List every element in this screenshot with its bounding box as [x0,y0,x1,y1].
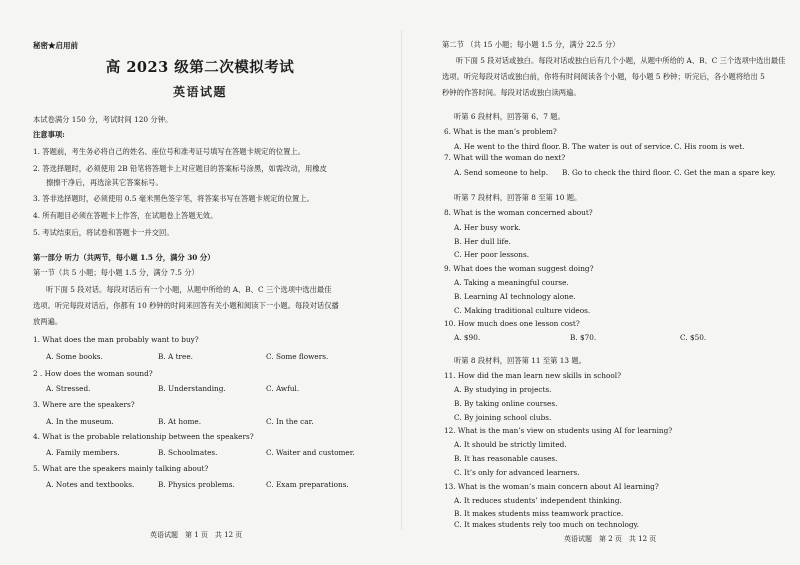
q4-option-c[interactable]: C. Waiter and customer. [266,448,355,457]
q3-option-b[interactable]: B. At home. [158,417,202,426]
page-1-footer: 英语试题 第 1 页 共 12 页 [150,531,243,539]
q1-option-b[interactable]: B. A tree. [158,352,193,361]
section-2-instr-2: 选项。听完每段对话或独白前，你将有时间阅读各个小题，每小题 5 秒钟；听完后，各小题将给出 5 [442,72,765,81]
page-2-footer: 英语试题 第 2 页 共 12 页 [564,535,657,543]
exam-title: 高 2023 级第二次模拟考试 [105,59,295,76]
secret-label: 秘密★启用前 [33,41,78,50]
section-2-instr-1: 听下面 5 段对话或独白。每段对话或独白后有几个小题，从题中所给的 A、B、C 三个选项中选出最佳 [456,56,786,65]
q6-option-a[interactable]: A. He went to the third floor. [454,142,561,151]
notes-heading: 注意事项: [33,130,65,139]
q7-option-c[interactable]: C. Get the man a spare key. [674,168,776,177]
q6-option-c[interactable]: C. His room is wet. [674,142,745,151]
intro-text: 本试卷满分 150 分，考试时间 120 分钟。 [33,115,173,124]
section-1-heading: 第一节（共 5 小题；每小题 1.5 分，满分 7.5 分） [33,268,199,277]
question-7: 7. What will the woman do next? [444,153,566,162]
q7-option-a[interactable]: A. Send someone to help. [454,168,549,177]
note-5: 5. 考试结束后，将试卷和答题卡一并交回。 [33,228,174,237]
section-1-instr-2: 选项。听完每段对话后，你都有 10 秒钟的时间来回答有关小题和阅读下一小题。每段对话仅播 [33,301,339,310]
part-1-heading: 第一部分 听力（共两节，每小题 1.5 分，满分 30 分） [33,253,215,262]
note-3: 3. 答非选择题时，必须使用 0.5 毫米黑色签字笔，将答案书写在答题卡规定的位置上。 [33,194,314,203]
q8-option-b[interactable]: B. Her dull life. [454,237,511,246]
q2-option-b[interactable]: B. Understanding. [158,384,226,393]
group-6-heading: 听第 6 段材料，回答第 6、7 题。 [454,112,565,121]
q11-option-b[interactable]: B. By taking online courses. [454,399,558,408]
page-2 [404,0,800,565]
q10-option-b[interactable]: B. $70. [570,333,597,342]
group-7-heading: 听第 7 段材料，回答第 8 至第 10 题。 [454,193,582,202]
q7-option-b[interactable]: B. Go to check the third floor. [562,168,672,177]
q10-option-c[interactable]: C. $50. [680,333,707,342]
q8-option-a[interactable]: A. Her busy work. [454,223,521,232]
question-6: 6. What is the man’s problem? [444,127,557,136]
q13-option-c[interactable]: C. It makes students rely too much on technology. [454,520,639,529]
q6-option-b[interactable]: B. The water is out of service. [562,142,673,151]
q1-option-c[interactable]: C. Some flowers. [266,352,329,361]
q12-option-b[interactable]: B. It has reasonable causes. [454,454,558,463]
page-divider [401,30,402,530]
q9-option-c[interactable]: C. Making traditional culture videos. [454,306,591,315]
question-4: 4. What is the probable relationship between the speakers? [33,432,254,441]
note-2-cont: 擦擦干净后，再选涂其它答案标号。 [46,178,163,187]
question-13: 13. What is the woman’s main concern about AI learning? [444,482,659,491]
q4-option-a[interactable]: A. Family members. [46,448,120,457]
q13-option-a[interactable]: A. It reduces students’ independent thinking. [454,496,622,505]
question-8: 8. What is the woman concerned about? [444,208,593,217]
q11-option-c[interactable]: C. By joining school clubs. [454,413,552,422]
question-1: 1. What does the man probably want to buy? [33,335,199,344]
q3-option-c[interactable]: C. In the car. [266,417,314,426]
question-2: 2 . How does the woman sound? [33,369,153,378]
q12-option-c[interactable]: C. It’s only for advanced learners. [454,468,580,477]
q2-option-c[interactable]: C. Awful. [266,384,300,393]
q3-option-a[interactable]: A. In the museum. [46,417,114,426]
section-1-instr-3: 放两遍。 [33,317,63,326]
q5-option-b[interactable]: B. Physics problems. [158,480,235,489]
q1-option-a[interactable]: A. Some books. [46,352,103,361]
q10-option-a[interactable]: A. $90. [454,333,481,342]
q9-option-b[interactable]: B. Learning AI technology alone. [454,292,576,301]
note-2: 2. 答选择题时，必须使用 2B 铅笔将答题卡上对应题目的答案标号涂黑，如需改动，用橡皮 [33,164,327,173]
q4-option-b[interactable]: B. Schoolmates. [158,448,218,457]
question-3: 3. Where are the speakers? [33,400,135,409]
section-2-instr-3: 秒钟的作答时间。每段对话或独白读两遍。 [442,88,581,97]
section-1-instr-1: 听下面 5 段对话。每段对话后有一个小题，从题中所给的 A、B、C 三个选项中选出最佳 [46,285,332,294]
note-4: 4. 所有题目必须在答题卡上作答，在试题卷上答题无效。 [33,211,218,220]
q2-option-a[interactable]: A. Stressed. [46,384,91,393]
section-2-heading: 第二节 （共 15 小题；每小题 1.5 分，满分 22.5 分） [442,40,620,49]
question-12: 12. What is the man’s view on students using AI for learning? [444,426,673,435]
question-5: 5. What are the speakers mainly talking about? [33,464,209,473]
q9-option-a[interactable]: A. Taking a meaningful course. [454,278,569,287]
exam-subtitle: 英语试题 [172,85,227,99]
question-11: 11. How did the man learn new skills in school? [444,371,622,380]
group-8-heading: 听第 8 段材料，回答第 11 至第 13 题。 [454,356,586,365]
note-1: 1. 答题前，考生务必将自己的姓名、座位号和准考证号填写在答题卡规定的位置上。 [33,147,305,156]
q12-option-a[interactable]: A. It should be strictly limited. [454,440,567,449]
q5-option-a[interactable]: A. Notes and textbooks. [46,480,135,489]
q11-option-a[interactable]: A. By studying in projects. [454,385,552,394]
question-10: 10. How much does one lesson cost? [444,319,580,328]
q8-option-c[interactable]: C. Her poor lessons. [454,250,530,259]
q5-option-c[interactable]: C. Exam preparations. [266,480,349,489]
q13-option-b[interactable]: B. It makes students miss teamwork practice. [454,509,624,518]
question-9: 9. What does the woman suggest doing? [444,264,594,273]
